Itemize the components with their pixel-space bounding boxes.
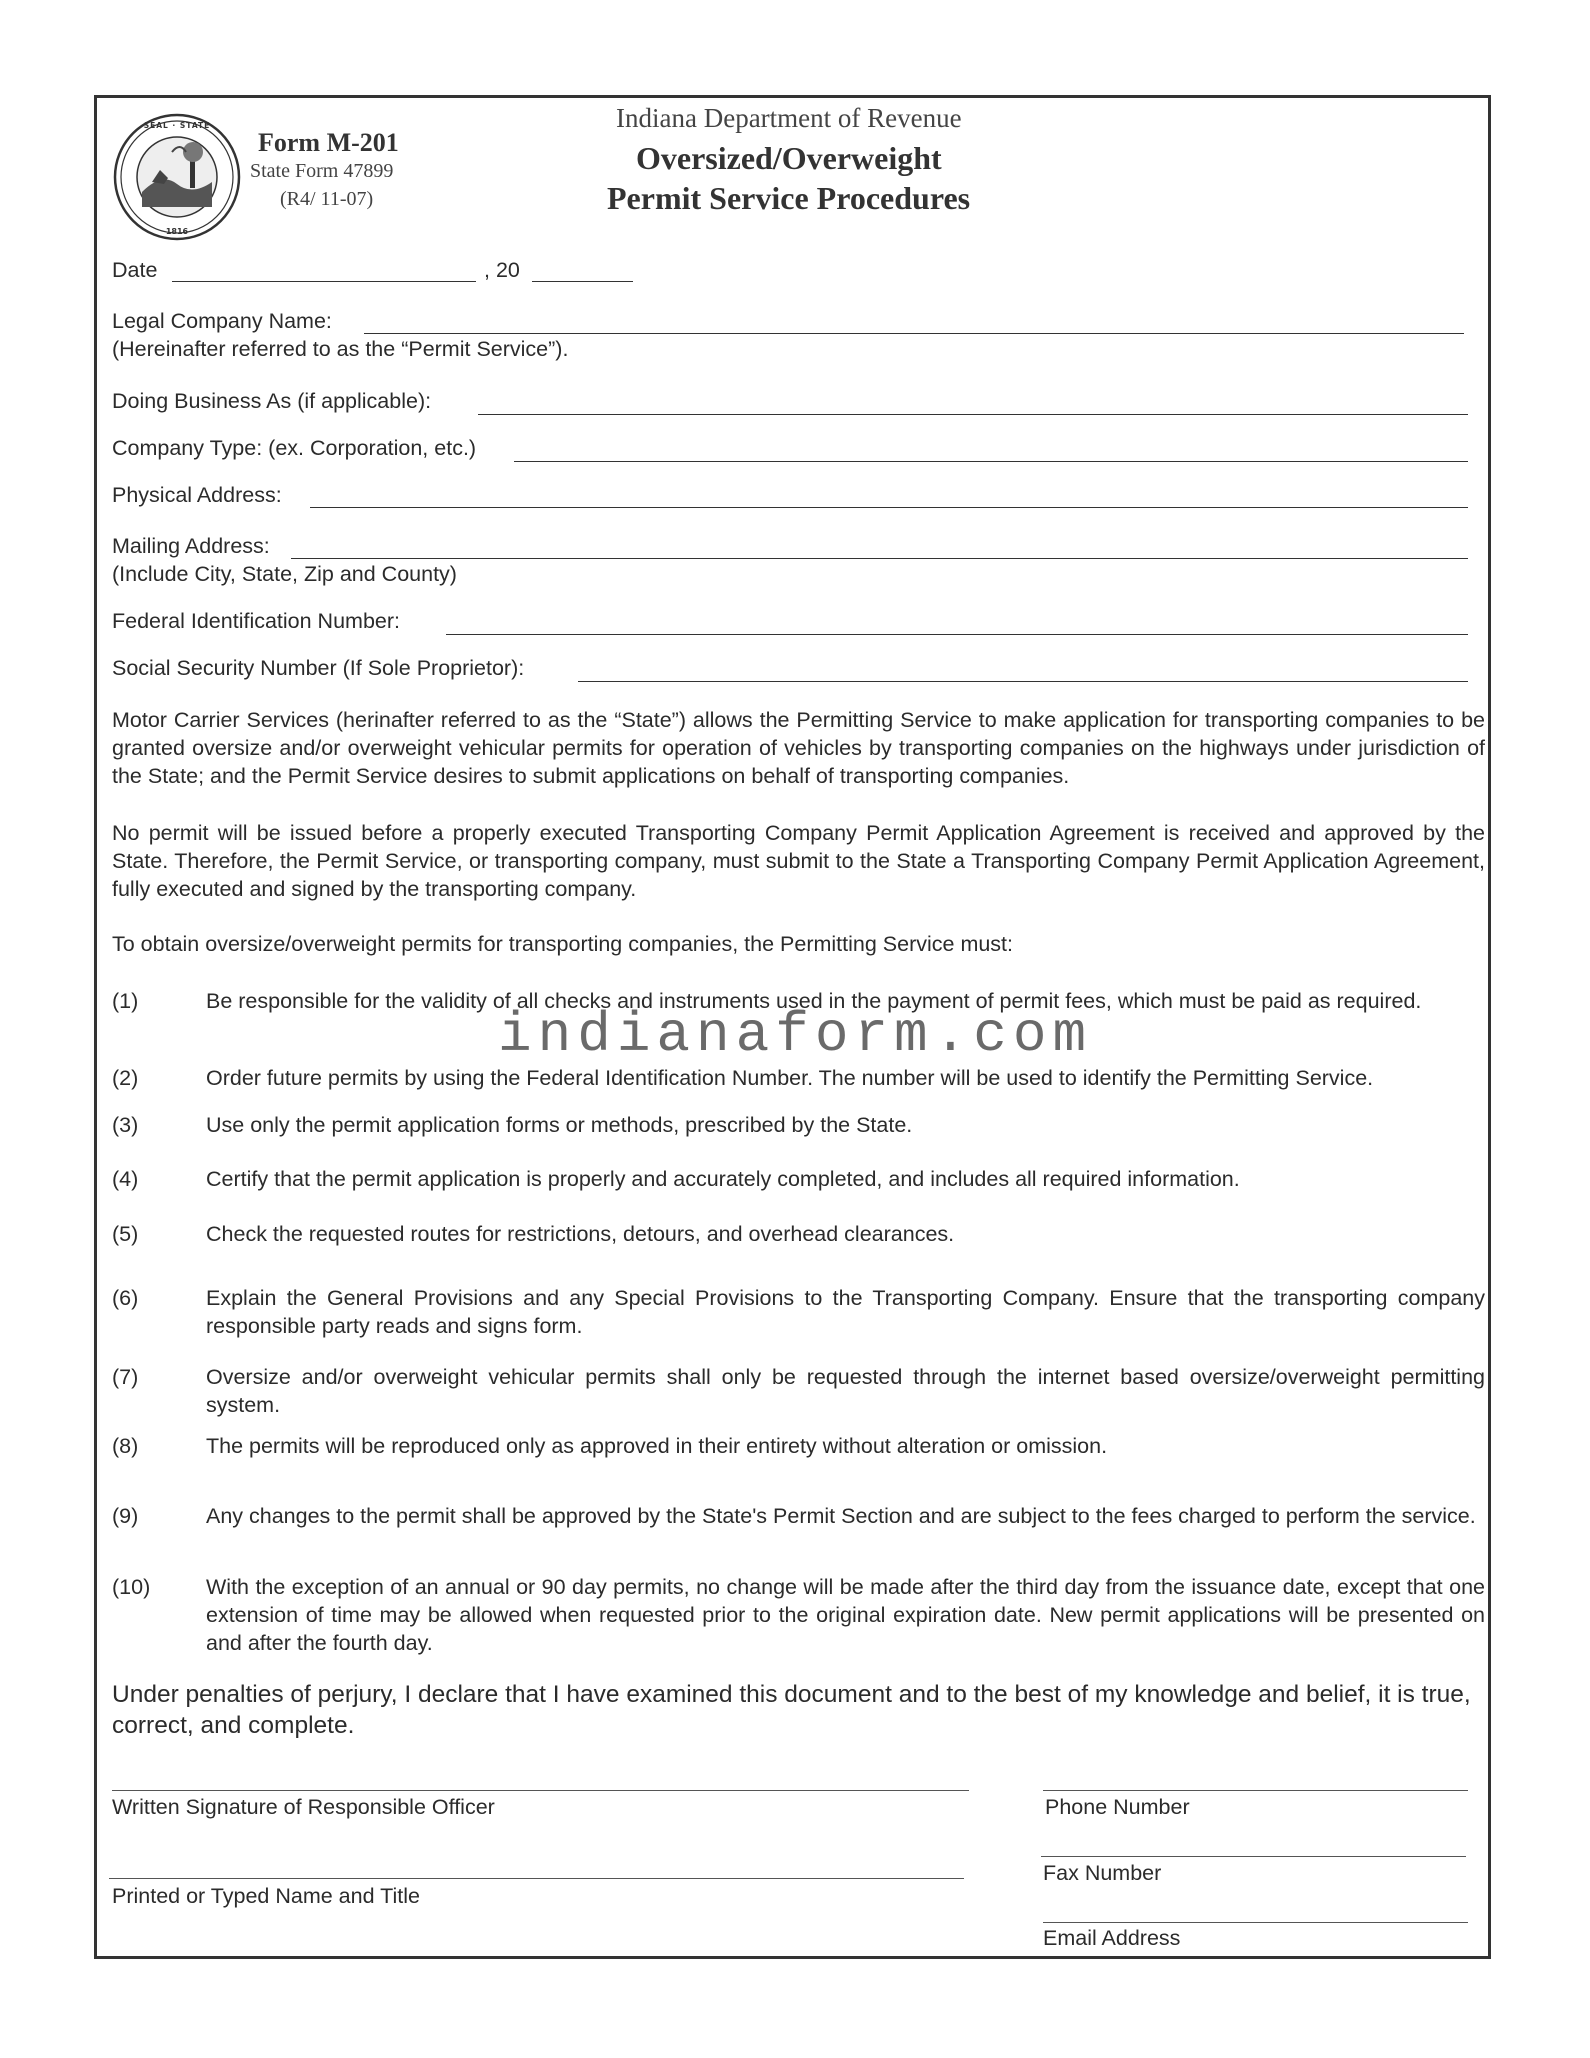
department-name: Indiana Department of Revenue [616, 103, 962, 133]
name-title-line[interactable] [109, 1878, 964, 1879]
date-field[interactable] [172, 281, 476, 282]
item-text: Use only the permit application forms or methods, prescribed by the State. [206, 1113, 913, 1137]
perjury-statement: Under penalties of perjury, I declare that I have examined this document and to the best of my knowledge and belief, it is true, correct, and complete. [112, 1681, 1471, 1739]
fax-label: Fax Number [1043, 1861, 1162, 1885]
company-type-label: Company Type: (ex. Corporation, etc.) [112, 436, 477, 460]
mailing-address-label: Mailing Address: [112, 534, 270, 558]
physical-address-label: Physical Address: [112, 483, 282, 507]
seal-year: 1816 [165, 227, 189, 236]
mailing-address-field[interactable] [291, 558, 1468, 559]
item-text: Be responsible for the validity of all checks and instruments used in the payment of permit fees, which must be paid as required. [206, 989, 1422, 1013]
item-text: Explain the General Provisions and any Special Provisions to the Transporting Company. Ensure that the transporting company responsible party reads and signs form. [206, 1286, 1485, 1338]
item-number: (7) [112, 1365, 139, 1389]
phone-line[interactable] [1043, 1790, 1468, 1791]
item-text: Certify that the permit application is properly and accurately completed, and includes all required information. [206, 1167, 1240, 1191]
ssn-label: Social Security Number (If Sole Proprietor): [112, 656, 525, 680]
item-number: (9) [112, 1504, 139, 1528]
item-text: Any changes to the permit shall be approved by the State's Permit Section and are subject to the fees charged to perform the service. [206, 1504, 1476, 1528]
company-type-field[interactable] [514, 461, 1468, 462]
state-form-number: State Form 47899 [250, 160, 394, 182]
item-number: (1) [112, 989, 139, 1013]
signature-label: Written Signature of Responsible Officer [112, 1795, 495, 1819]
watermark: indianaform.com [498, 1003, 1093, 1067]
revision: (R4/ 11-07) [280, 188, 374, 210]
name-title-label: Printed or Typed Name and Title [112, 1884, 420, 1908]
item-number: (5) [112, 1222, 139, 1246]
item-number: (2) [112, 1066, 139, 1090]
fein-label: Federal Identification Number: [112, 609, 401, 633]
item-number: (10) [112, 1575, 151, 1599]
title-line-2: Permit Service Procedures [607, 180, 971, 216]
seal-icon [112, 112, 242, 242]
paragraph-obligations-intro: To obtain oversize/overweight permits for transporting companies, the Permitting Service must: [112, 932, 1014, 956]
fax-line[interactable] [1041, 1856, 1466, 1857]
mailing-address-note: (Include City, State, Zip and County) [112, 562, 457, 586]
phone-label: Phone Number [1045, 1795, 1190, 1819]
legal-name-note: (Hereinafter referred to as the “Permit Service”). [112, 337, 569, 361]
dba-label: Doing Business As (if applicable): [112, 389, 432, 413]
item-number: (6) [112, 1286, 139, 1310]
signature-line[interactable] [112, 1790, 969, 1791]
legal-name-field[interactable] [364, 333, 1464, 334]
item-number: (3) [112, 1113, 139, 1137]
email-line[interactable] [1043, 1922, 1468, 1923]
form-number: Form M-201 [258, 128, 399, 157]
paragraph-permit-requirement: No permit will be issued before a properly executed Transporting Company Permit Application Agreement is received and approved by the State. Therefore, the Permit Service, or transporting company, must submit to the State a Transporting Company Permit Application Agreement, fully executed and signed by the transporting company. [112, 821, 1485, 901]
paragraph-state-agreement: Motor Carrier Services (herinafter referred to as the “State”) allows the Permitting Service to make application for transporting companies to be granted oversize and/or overweight vehicular permits for operation of vehicles by transporting companies on the highways under jurisdiction of the State; and the Permit Service desires to submit applications on behalf of transporting companies. [112, 708, 1485, 788]
item-number: (4) [112, 1167, 139, 1191]
date-year-field[interactable] [532, 281, 633, 282]
date-year-prefix: , 20 [484, 258, 520, 282]
item-text: With the exception of an annual or 90 day permits, no change will be made after the third day from the issuance date, except that one extension of time may be allowed when requested prior to the original expiration date. New permit applications will be presented on and after the fourth day. [206, 1575, 1485, 1655]
physical-address-field[interactable] [310, 507, 1468, 508]
item-text: Order future permits by using the Federal Identification Number. The number will be used to identify the Permitting Service. [206, 1066, 1374, 1090]
item-text: Check the requested routes for restrictions, detours, and overhead clearances. [206, 1222, 955, 1246]
legal-name-label: Legal Company Name: [112, 309, 332, 333]
fein-field[interactable] [446, 634, 1468, 635]
svg-text:SEAL · STATE: SEAL · STATE [143, 121, 211, 130]
state-seal [112, 112, 242, 242]
email-label: Email Address [1043, 1926, 1181, 1950]
date-label: Date [112, 258, 158, 282]
title-line-1: Oversized/Overweight [636, 140, 942, 176]
dba-field[interactable] [478, 414, 1468, 415]
item-number: (8) [112, 1434, 139, 1458]
item-text: Oversize and/or overweight vehicular permits shall only be requested through the internet based oversize/overweight permitting system. [206, 1365, 1485, 1417]
ssn-field[interactable] [578, 681, 1468, 682]
item-text: The permits will be reproduced only as approved in their entirety without alteration or omission. [206, 1434, 1108, 1458]
